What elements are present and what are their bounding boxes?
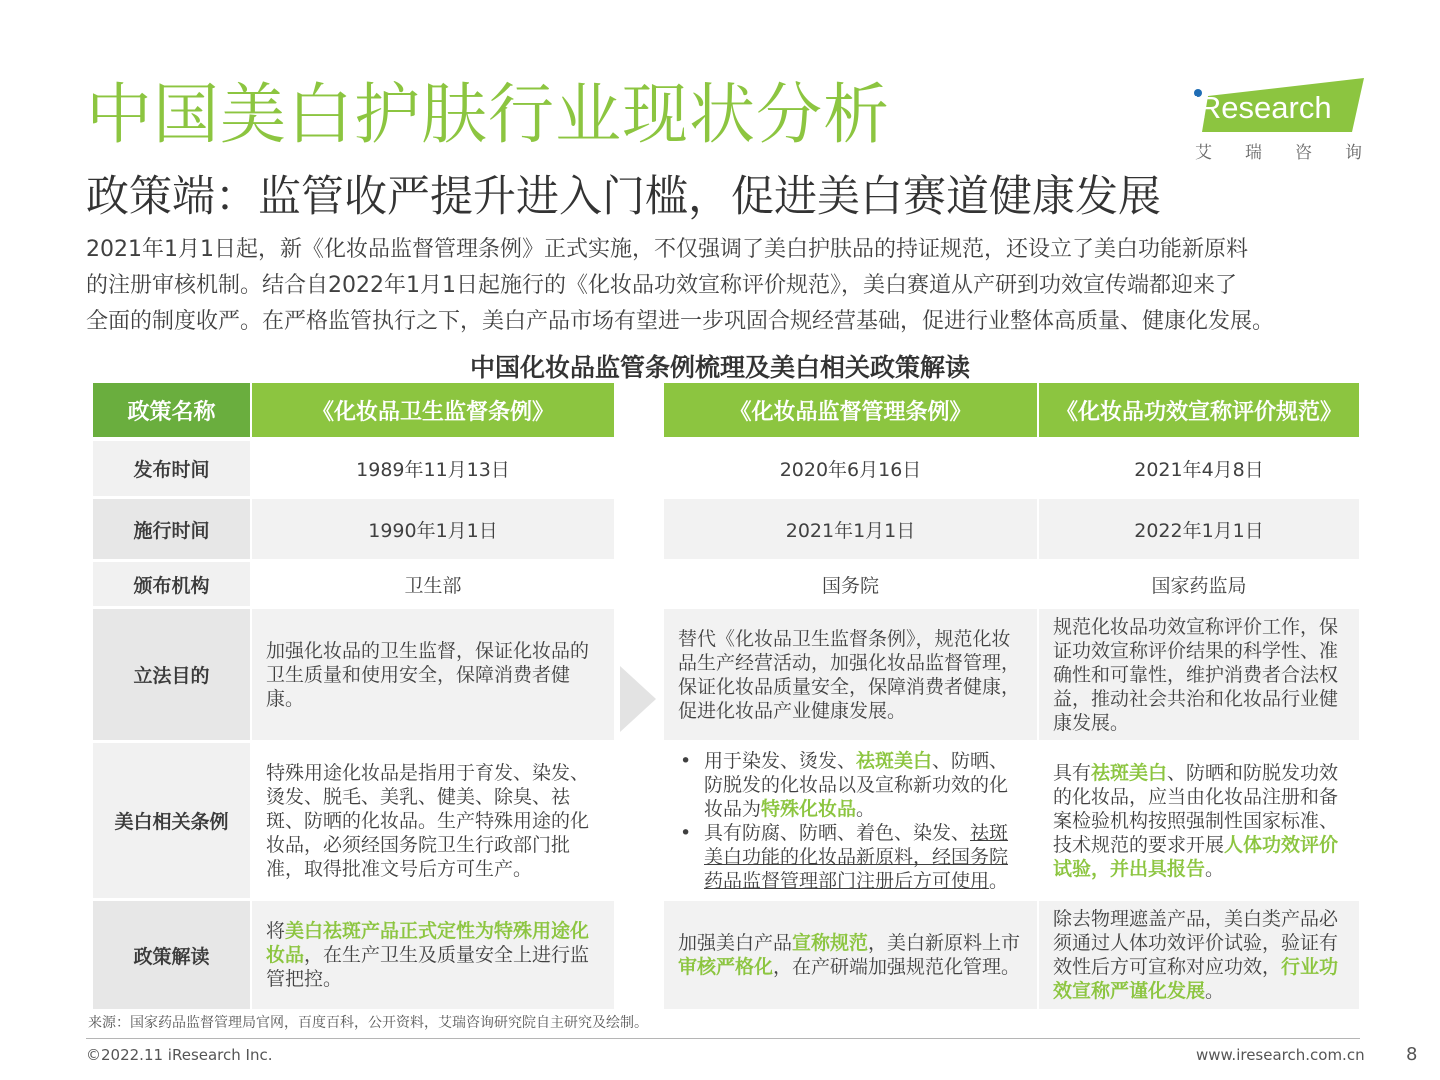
cell-whitening-2 [664,743,1037,898]
header-col-1: 《化妆品卫生监督条例》 [252,383,614,437]
intro-line: 的注册审核机制。结合自2022年1月1日起施行的《化妆品功效宣称评价规范》，美白赛道从产研到功效宣传端都迎来了 [86,273,1237,298]
cell-effective-2: 2021年1月1日 [664,499,1037,559]
cell-effective-3: 2022年1月1日 [1039,499,1359,559]
header-col-3: 《化妆品功效宣称评价规范》 [1039,383,1359,437]
logo-brand-text: iResearch [1192,90,1332,125]
cell-release-3: 2021年4月8日 [1039,441,1359,496]
interpretation-text-3: 除去物理遮盖产品，美白类产品必须通过人体功效评价试验，验证有效性后方可宣称对应功效，行业功效宣称严谨化发展。 [1053,908,1339,1002]
whitening-text-1: 特殊用途化妆品是指用于育发、染发、烫发、脱毛、美乳、健美、除臭、祛斑、防晒的化妆品。生产特殊用途的化妆品，必须经国务院卫生行政部门批准，取得批准文号后方可生产。 [266,761,590,880]
whitening-bullet-2: • 具有防腐、防晒、着色、染发、祛斑美白功能的化妆品新原料，经国务院药品监督管理部门注册后方可使用。 [704,821,1023,893]
cell-effective-1: 1990年1月1日 [252,499,614,559]
whitening-text-3: 具有祛斑美白、防晒和防脱发功效的化妆品，应当由化妆品注册和备案检验机构按照强制性国家标准、技术规范的要求开展人体功效评价试验，并出具报告。 [1053,761,1339,880]
table-title: 中国化妆品监管条例梳理及美白相关政策解读 [469,353,970,382]
cell-whitening-3 [1039,743,1359,898]
logo-cn-text: 艾瑞咨询 [1195,143,1395,163]
cell-interpretation-3 [1039,901,1359,1009]
website-url[interactable]: www.iresearch.com.cn [1196,1046,1365,1064]
whitening-bullet-1: • 用于染发、烫发、祛斑美白、防晒、防脱发的化妆品以及宣称新功效的化妆品为特殊化妆品。 [704,749,1023,821]
row-label-whitening: 美白相关条例 [93,743,250,898]
row-label-purpose: 立法目的 [93,609,250,740]
cell-interpretation-1 [252,901,614,1009]
purpose-text-3: 规范化妆品功效宣称评价工作，保证功效宣称评价结果的科学性、准确性和可靠性，维护消费者合法权益，推动社会共治和化妆品行业健康发展。 [1053,615,1339,734]
row-label-effective: 施行时间 [93,499,250,559]
purpose-text-2: 替代《化妆品卫生监督条例》，规范化妆品生产经营活动，加强化妆品监督管理，保证化妆品质量安全，保障消费者健康，促进化妆品产业健康发展。 [678,627,1021,722]
row-label-authority: 颁布机构 [93,562,250,606]
arrow-right-icon [618,664,658,734]
copyright: ©2022.11 iResearch Inc. [86,1046,273,1064]
intro-line: 全面的制度收严。在严格监管执行之下，美白产品市场有望进一步巩固合规经营基础，促进行业整体高质量、健康化发展。 [86,309,1275,334]
header-policy-name: 政策名称 [93,383,250,437]
source-note: 来源：国家药品监督管理局官网，百度百科，公开资料，艾瑞咨询研究院自主研究及绘制。 [88,1015,648,1031]
cell-authority-1: 卫生部 [252,562,614,606]
cell-release-1: 1989年11月13日 [252,441,614,496]
header-col-2: 《化妆品监督管理条例》 [664,383,1037,437]
cell-purpose-1 [252,609,614,740]
page-subtitle: 政策端：监管收严提升进入门槛，促进美白赛道健康发展 [86,172,1161,222]
whitening-bullet-list [678,749,1023,893]
cell-purpose-2 [664,609,1037,740]
footer-divider [86,1038,1360,1039]
row-label-interpretation: 政策解读 [93,901,250,1009]
cell-whitening-1 [252,743,614,898]
interpretation-text-1: 将美白祛斑产品正式定性为特殊用途化妆品，在生产卫生及质量安全上进行监管把控。 [266,920,590,990]
page-title: 中国美白护肤行业现状分析 [86,76,890,153]
purpose-text-1: 加强化妆品的卫生监督，保证化妆品的卫生质量和使用安全，保障消费者健康。 [266,639,590,710]
cell-release-2: 2020年6月16日 [664,441,1037,496]
cell-interpretation-2 [664,901,1037,1009]
row-label-release: 发布时间 [93,441,250,496]
intro-paragraph [86,232,1386,340]
intro-line: 2021年1月1日起，新《化妆品监督管理条例》正式实施，不仅强调了美白护肤品的持证规范，还设立了美白功能新原料 [86,237,1248,262]
cell-authority-2: 国务院 [664,562,1037,606]
page-number: 8 [1406,1044,1418,1065]
cell-purpose-3 [1039,609,1359,740]
cell-authority-3: 国家药监局 [1039,562,1359,606]
interpretation-text-2: 加强美白产品宣称规范，美白新原料上市审核严格化，在产研端加强规范化管理。 [678,932,1021,978]
